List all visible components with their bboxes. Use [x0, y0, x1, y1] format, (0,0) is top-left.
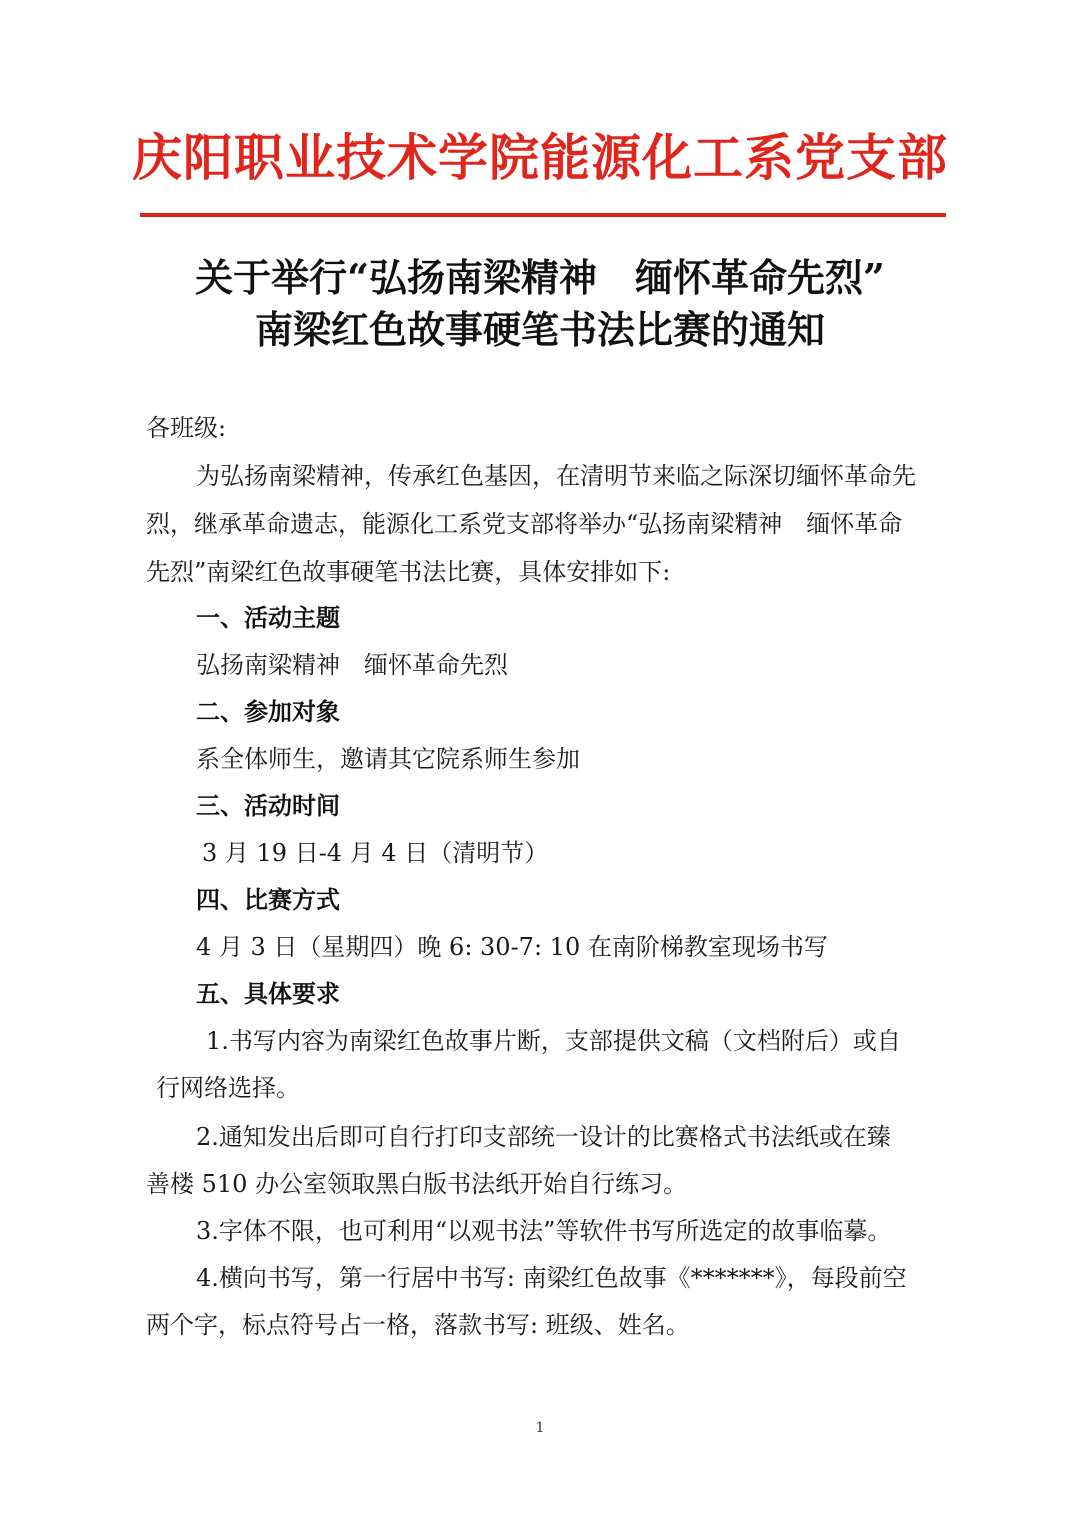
- section-content-participants: 系全体师生，邀请其它院系师生参加: [196, 745, 580, 773]
- requirement-4-line-1: 4.横向书写，第一行居中书写: 南梁红色故事《*******》，每段前空: [196, 1264, 907, 1292]
- section-heading-format: 四、比赛方式: [196, 886, 340, 914]
- organization-header: 庆阳职业技术学院能源化工系党支部: [132, 128, 948, 187]
- page-number: 1: [535, 1420, 545, 1436]
- section-heading-theme: 一、活动主题: [196, 604, 340, 632]
- red-header-rule: [140, 213, 946, 217]
- requirement-2-line-2: 善楼 510 办公室领取黑白版书法纸开始自行练习。: [146, 1170, 688, 1198]
- title-line-1: 关于举行“弘扬南梁精神 缅怀革命先烈”: [195, 255, 885, 300]
- requirement-2-line-1: 2.通知发出后即可自行打印支部统一设计的比赛格式书法纸或在臻: [196, 1123, 891, 1151]
- requirement-3-line-1: 3.字体不限，也可利用“以观书法”等软件书写所选定的故事临摹。: [196, 1217, 892, 1245]
- requirement-1-line-2: 行网络选择。: [156, 1074, 300, 1102]
- intro-line-2: 烈，继承革命遗志，能源化工系党支部将举办“弘扬南梁精神 缅怀革命: [146, 510, 903, 538]
- section-content-format: 4 月 3 日（星期四）晚 6: 30-7: 10 在南阶梯教室现场书写: [196, 933, 828, 961]
- requirement-4-line-2: 两个字，标点符号占一格，落款书写: 班级、姓名。: [146, 1311, 690, 1339]
- title-line-2: 南梁红色故事硬笔书法比赛的通知: [254, 307, 825, 352]
- section-content-theme: 弘扬南梁精神 缅怀革命先烈: [196, 651, 508, 679]
- intro-line-1: 为弘扬南梁精神，传承红色基因，在清明节来临之际深切缅怀革命先: [196, 462, 916, 490]
- salutation: 各班级:: [146, 414, 227, 442]
- section-content-time: 3 月 19 日-4 月 4 日（清明节）: [202, 839, 549, 867]
- intro-line-3: 先烈”南梁红色故事硬笔书法比赛，具体安排如下:: [146, 558, 671, 586]
- section-heading-participants: 二、参加对象: [196, 698, 340, 726]
- section-heading-requirements: 五、具体要求: [196, 980, 340, 1008]
- notice-title: [0, 252, 1080, 356]
- section-heading-time: 三、活动时间: [196, 792, 340, 820]
- requirement-1-line-1: 1.书写内容为南梁红色故事片断，支部提供文稿（文档附后）或自: [206, 1027, 901, 1055]
